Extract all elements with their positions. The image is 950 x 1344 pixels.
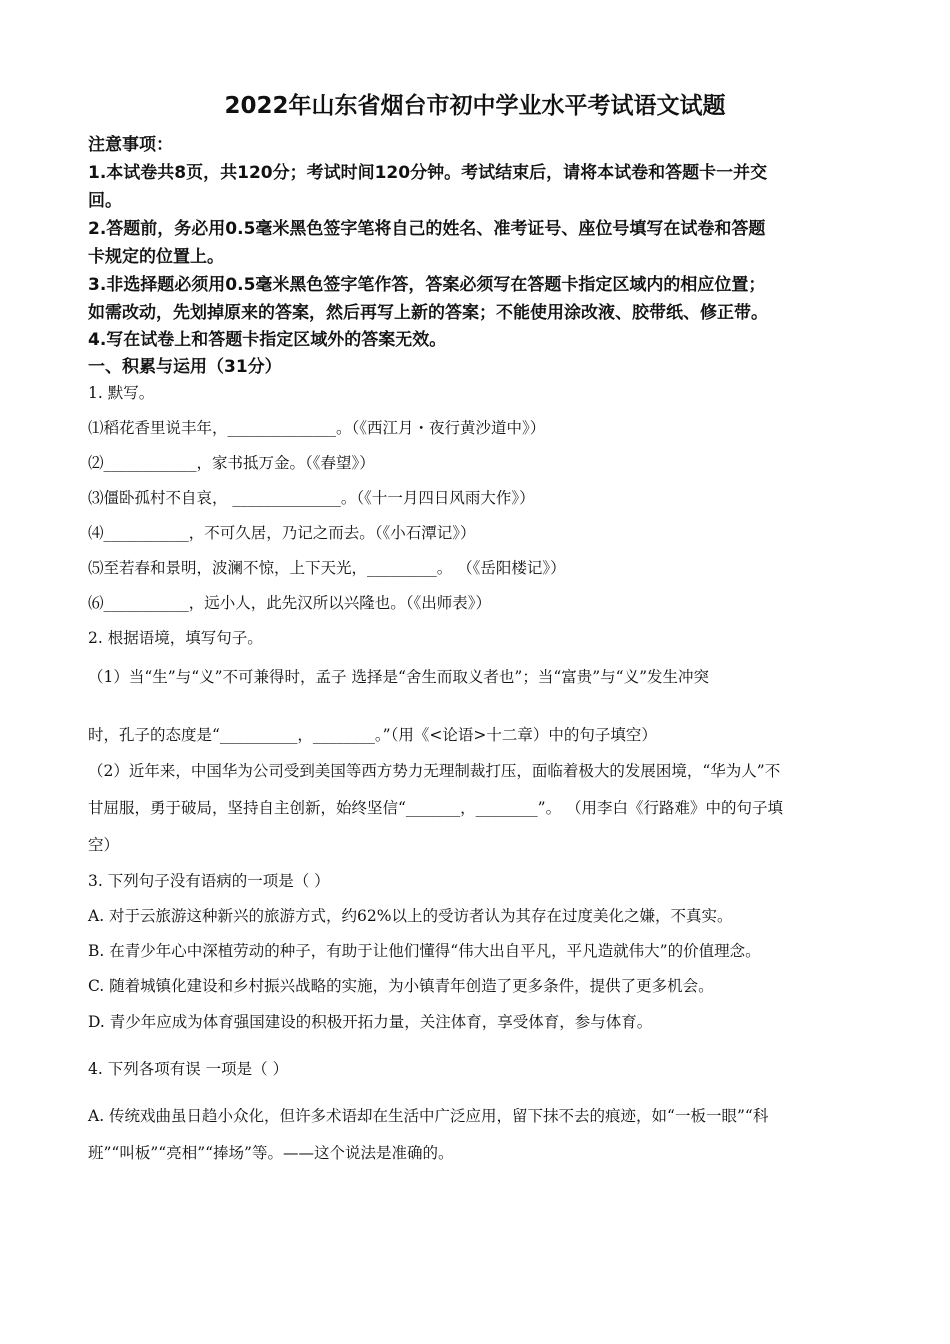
question-2-line: （1）当“生”与“义”不可兼得时，孟子 选择是“舍生而取义者也”；当“富贵”与“义”发生冲突 — [88, 668, 710, 686]
question-3-option-a: A. 对于云旅游这种新兴的旅游方式，约62%以上的受访者认为其存在过度美化之嫌，不真实。 — [88, 907, 733, 925]
question-3-option-b: B. 在青少年心中深植劳动的种子，有助于让他们懂得“伟大出自平凡，平凡造就伟大”的价值理念。 — [88, 942, 761, 960]
question-3-stem: 3. 下列句子没有语病的一项是（ ） — [88, 872, 330, 890]
notice-line: 3.非选择题必须用0.5毫米黑色签字笔作答，答案必须写在答题卡指定区域内的相应位置； — [88, 275, 766, 295]
question-2-line: 甘屈服，勇于破局，坚持自主创新，始终坚信“_______，________”。 （用李白《行路难》中的句子填 — [88, 799, 784, 817]
question-1-item: ⑴稻花香里说丰年，______________。（《西江月・夜行黄沙道中》） — [88, 419, 546, 437]
notice-line: 1.本试卷共8页，共120分；考试时间120分钟。考试结束后，请将本试卷和答题卡一并交 — [88, 163, 768, 183]
question-2-stem: 2. 根据语境，填写句子。 — [88, 629, 263, 647]
notice-line: 2.答题前，务必用0.5毫米黑色签字笔将自己的姓名、准考证号、座位号填写在试卷和答题 — [88, 219, 766, 239]
question-4-stem: 4. 下列各项有误 一项是（ ） — [88, 1060, 289, 1078]
section-heading: 一、积累与运用（31分） — [88, 357, 282, 377]
question-1-item: ⑶僵卧孤村不自哀， ______________。（《十一月四日风雨大作》） — [88, 489, 535, 507]
page-title: 2022年山东省烟台市初中学业水平考试语文试题 — [224, 93, 726, 119]
question-1-item: ⑹___________，远小人，此先汉所以兴隆也。（《出师表》） — [88, 594, 492, 612]
notice-line: 卡规定的位置上。 — [88, 247, 224, 267]
question-4-line: 班”“叫板”“亮相”“捧场”等。——这个说法是准确的。 — [88, 1144, 454, 1162]
notice-line: 回。 — [88, 191, 122, 211]
question-1-item: ⑸至若春和景明，波澜不惊，上下天光，_________。 （《岳阳楼记》） — [88, 559, 566, 577]
notice-line: 4.写在试卷上和答题卡指定区域外的答案无效。 — [88, 330, 447, 350]
question-3-option-c: C. 随着城镇化建设和乡村振兴战略的实施，为小镇青年创造了更多条件，提供了更多机会。 — [88, 977, 714, 995]
notice-heading: 注意事项： — [88, 135, 173, 155]
question-1-item: ⑷___________，不可久居，乃记之而去。（《小石潭记》） — [88, 524, 476, 542]
question-1-stem: 1. 默写。 — [88, 384, 155, 402]
question-4-line: A. 传统戏曲虽日趋小众化，但许多术语却在生活中广泛应用，留下抹不去的痕迹，如“一板一眼”“科 — [88, 1107, 769, 1125]
question-2-line: （2）近年来，中国华为公司受到美国等西方势力无理制裁打压，面临着极大的发展困境，“华为人”不 — [88, 762, 781, 780]
question-2-line: 时，孔子的态度是“__________，________。”（用《<论语>十二章）中的句子填空） — [88, 726, 657, 744]
notice-line: 如需改动，先划掉原来的答案，然后再写上新的答案；不能使用涂改液、胶带纸、修正带。 — [88, 303, 768, 323]
question-1-item: ⑵____________，家书抵万金。（《春望》） — [88, 454, 375, 472]
question-2-line: 空） — [88, 836, 120, 854]
question-3-option-d: D. 青少年应成为体育强国建设的积极开拓力量，关注体育，享受体育，参与体育。 — [88, 1013, 653, 1031]
